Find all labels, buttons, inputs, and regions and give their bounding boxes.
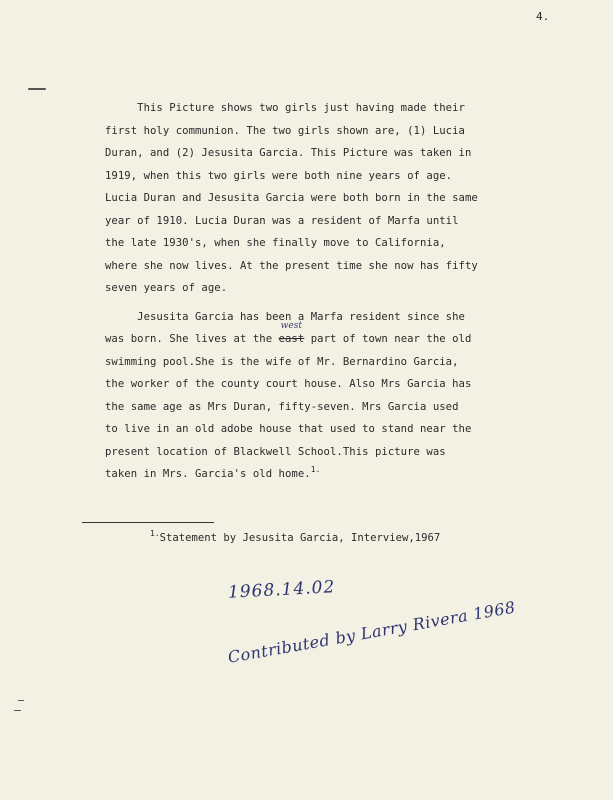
text-line: seven years of age.	[105, 282, 228, 294]
margin-mark	[18, 700, 24, 701]
text-line: where she now lives. At the present time she now has fifty	[105, 259, 478, 272]
text-segment: taken in Mrs. Garcia's old home.	[105, 468, 311, 480]
handwritten-contribution-note: Contributed by Larry Rivera 1968	[226, 597, 517, 667]
handwritten-insertion: west	[280, 321, 303, 331]
page-number: 4.	[536, 10, 550, 23]
margin-mark	[28, 88, 46, 90]
handwritten-date: 1968.14.02	[227, 577, 336, 603]
text-line: to live in an old adobe house that used to stand near the	[105, 423, 472, 435]
text-line: swimming pool.She is the wife of Mr. Bernardino Garcia,	[105, 355, 459, 368]
text-line: first holy communion. The two girls shown are, (1) Lucia	[105, 124, 465, 137]
body-text	[105, 97, 545, 486]
text-line: Lucia Duran and Jesusita Garcia were both born in the same	[105, 192, 478, 204]
text-line: Duran, and (2) Jesusita Garcia. This Picture was taken in	[105, 147, 472, 159]
text-segment: part of town near the old	[304, 333, 472, 345]
text-line: This Picture shows two girls just having made their	[105, 102, 465, 114]
struck-word: east west	[278, 321, 305, 345]
footnote-divider	[82, 522, 214, 523]
footnote	[150, 529, 441, 544]
text-line-with-correction	[105, 321, 545, 351]
text-line: Jesusita Garcia has been a Marfa resident since she	[105, 310, 465, 323]
text-line: year of 1910. Lucia Duran was a resident of Marfa until	[105, 214, 459, 227]
footnote-marker: 1.	[150, 529, 160, 538]
text-line: the same age as Mrs Duran, fifty-seven. Mrs Garcia used	[105, 400, 459, 413]
text-line: 1919, when this two girls were both nine years of age.	[105, 169, 453, 182]
text-line	[105, 463, 545, 486]
text-line: present location of Blackwell School.This picture was	[105, 445, 446, 458]
text-line: the worker of the county court house. Also Mrs Garcia has	[105, 378, 472, 390]
footnote-reference: 1.	[310, 465, 321, 474]
text-line: the late 1930's, when she finally move to California,	[105, 237, 446, 249]
text-segment: was born. She lives at the	[105, 333, 279, 345]
footnote-text: Statement by Jesusita Garcia, Interview,1967	[159, 532, 441, 544]
margin-mark	[14, 710, 21, 711]
